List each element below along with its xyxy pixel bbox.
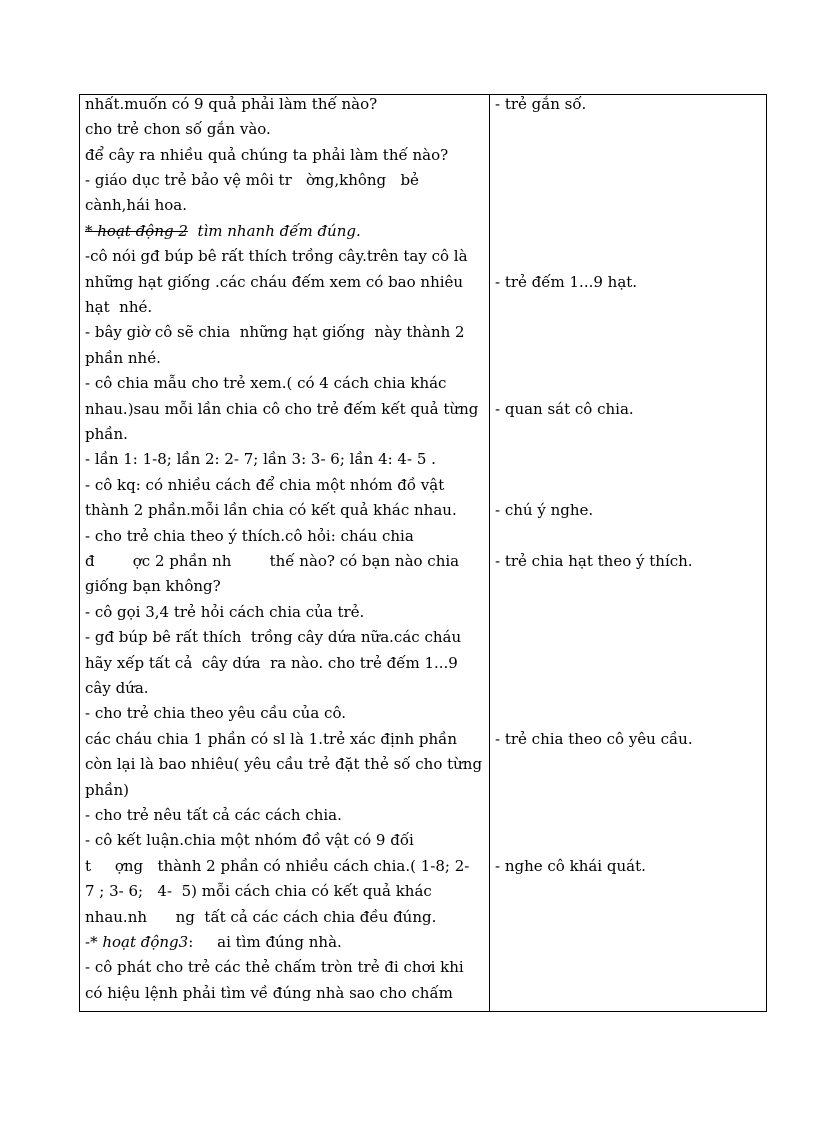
activity-2-label: * hoạt động 2: [85, 222, 188, 240]
teacher-line: phần.: [85, 425, 128, 443]
teacher-line: cành,hái hoa.: [85, 196, 188, 214]
child-line: - trẻ chia hạt theo ý thích.: [495, 552, 693, 570]
activity-2-heading: [85, 222, 361, 240]
teacher-line: - cô kết luận.chia một nhóm đồ vật có 9 đối: [85, 831, 414, 849]
teacher-line: - bây giờ cô sẽ chia những hạt giống này thành 2: [85, 323, 465, 341]
activity-3-heading: [85, 933, 342, 951]
lesson-plan-table: [79, 94, 767, 1012]
child-line: - nghe cô khái quát.: [495, 857, 646, 875]
teacher-line: hãy xếp tất cả cây dứa ra nào. cho trẻ đếm 1...9: [85, 654, 458, 672]
teacher-line: - cô kq: có nhiều cách để chia một nhóm đồ vật: [85, 476, 445, 494]
teacher-line: - cô chia mẫu cho trẻ xem.( có 4 cách chia khác: [85, 374, 447, 392]
teacher-line: nhất.muốn có 9 quả phải làm thế nào?: [85, 95, 378, 113]
teacher-line: - cho trẻ chia theo ý thích.cô hỏi: cháu chia: [85, 527, 414, 545]
teacher-line: - cho trẻ chia theo yêu cầu của cô.: [85, 704, 346, 722]
teacher-line: - cô gọi 3,4 trẻ hỏi cách chia của trẻ.: [85, 603, 365, 621]
child-line: - trẻ chia theo cô yêu cầu.: [495, 730, 693, 748]
teacher-line: hạt nhé.: [85, 298, 153, 316]
teacher-line: đ ợc 2 phần nh thế nào? có bạn nào chia: [85, 552, 460, 570]
child-line: - quan sát cô chia.: [495, 400, 634, 418]
teacher-line: t ợng thành 2 phần có nhiều cách chia.( 1-8; 2-: [85, 857, 470, 875]
teacher-line: phần): [85, 781, 129, 799]
teacher-line: những hạt giống .các cháu đếm xem có bao nhiêu: [85, 273, 464, 291]
child-line: - chú ý nghe.: [495, 501, 594, 519]
teacher-line: giống bạn không?: [85, 577, 221, 595]
activity-2-title: tìm nhanh đếm đúng.: [197, 222, 361, 240]
teacher-line: thành 2 phần.mỗi lần chia có kết quả khác nhau.: [85, 501, 457, 519]
teacher-line: - cho trẻ nêu tất cả các cách chia.: [85, 806, 342, 824]
teacher-line: cho trẻ chon số gắn vào.: [85, 120, 271, 138]
teacher-line: để cây ra nhiều quả chúng ta phải làm thế nào?: [85, 146, 449, 164]
teacher-line: 7 ; 3- 6; 4- 5) mỗi cách chia có kết quả khác: [85, 882, 432, 900]
teacher-line: - lần 1: 1-8; lần 2: 2- 7; lần 3: 3- 6; lần 4: 4- 5 .: [85, 450, 436, 468]
activity-3-label: -* hoạt động3: [85, 933, 189, 951]
column-divider: [489, 95, 490, 1011]
teacher-line: - giáo dục trẻ bảo vệ môi tr ờng,không bẻ: [85, 171, 419, 189]
teacher-line: cây dứa.: [85, 679, 149, 697]
activity-3-colon: :: [188, 933, 194, 951]
teacher-line: nhau.)sau mỗi lần chia cô cho trẻ đếm kết quả từng: [85, 400, 479, 418]
teacher-line: các cháu chia 1 phần có sl là 1.trẻ xác định phần: [85, 730, 458, 748]
teacher-line: có hiệu lệnh phải tìm về đúng nhà sao cho chấm: [85, 984, 453, 1002]
child-line: - trẻ gắn số.: [495, 95, 587, 113]
teacher-line: -cô nói gđ búp bê rất thích trồng cây.trên tay cô là: [85, 247, 468, 265]
activity-3-title: ai tìm đúng nhà.: [217, 933, 342, 951]
teacher-line: - cô phát cho trẻ các thẻ chấm tròn trẻ đi chơi khi: [85, 958, 464, 976]
child-line: - trẻ đếm 1...9 hạt.: [495, 273, 638, 291]
teacher-line: phần nhé.: [85, 349, 161, 367]
teacher-line: còn lại là bao nhiêu( yêu cầu trẻ đặt thẻ số cho từng: [85, 755, 483, 773]
teacher-line: nhau.nh ng tất cả các cách chia đều đúng.: [85, 908, 437, 926]
teacher-line: - gđ búp bê rất thích trồng cây dứa nữa.các cháu: [85, 628, 462, 646]
